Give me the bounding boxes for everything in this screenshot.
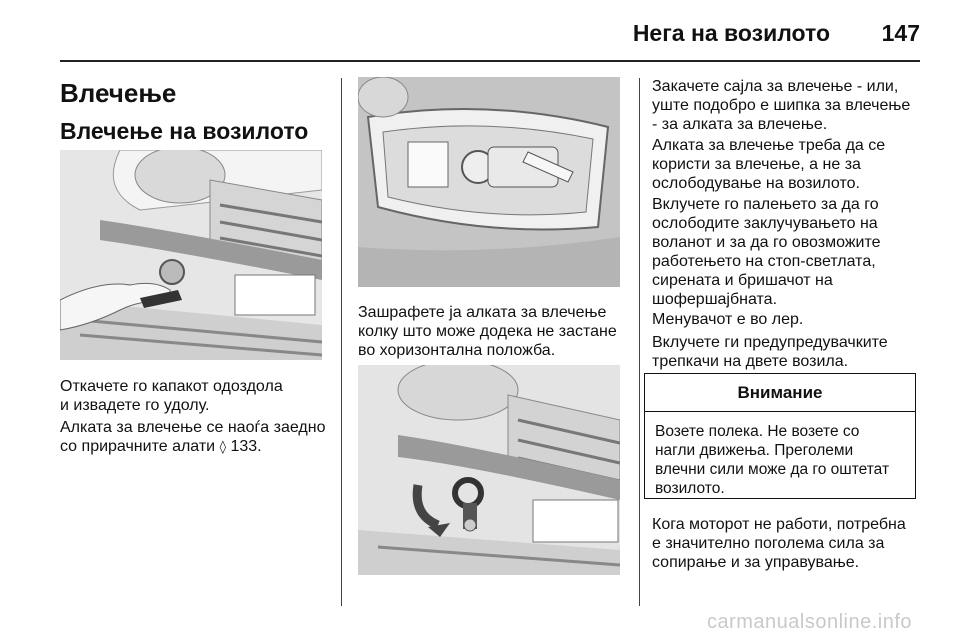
column-divider-2 [639, 78, 640, 606]
col3-para5: Вклучете ги предупредувачките трепкачи на двете возила. [652, 334, 888, 370]
warning-body: Возете полека. Не возете со нагли движења. Преголеми влечни сили може да го оштетат возилото. [655, 423, 890, 497]
col3-para4: Менувачот е во лер. [652, 311, 804, 328]
col1-para1: Откачете го капакот одоздола и извадете го удолу. [60, 378, 283, 414]
col3-para6: Кога моторот не работи, потребна е значително поголема сила за сопирање и за управување. [652, 516, 906, 571]
col1-para2: Алката за влечење се наоѓа заедно со прирачните алати ◊ 133. [60, 419, 326, 455]
section-title: Влечење [60, 78, 177, 108]
header-title: Нега на возилото [632, 20, 830, 46]
col2-para1: Зашрафете ја алката за влечење колку што може додека не застане во хоризонтална положба. [358, 304, 617, 359]
watermark: carmanualsonline.info [706, 611, 912, 633]
figure-tow-eye-installed [358, 365, 620, 575]
warning-box [644, 373, 916, 499]
subsection-title: Влечење на возилото [60, 118, 309, 144]
page-reference-link[interactable]: 133. [230, 438, 262, 455]
page-number: 147 [881, 20, 920, 46]
col3-para2: Алката за влечење треба да се користи за влечење, а не за ослободување на возилото. [652, 137, 886, 192]
col3-para1: Закачете сајла за влечење - или, уште подобро е шипка за влечење - за алката за влечење. [652, 78, 911, 133]
figure-bumper-cover [60, 150, 322, 360]
page-ref-icon: ◊ [219, 440, 227, 455]
column-divider-1 [341, 78, 342, 606]
header-rule [60, 60, 920, 62]
figure-tow-eye-storage [358, 77, 620, 287]
col3-para3: Вклучете го палењето за да го ослободите заклучувањето на воланот и за да го овозможите работењето на стоп-светлата, сирената и бришачот на шофершајбната. [652, 196, 881, 308]
warning-title: Внимание [645, 374, 915, 412]
